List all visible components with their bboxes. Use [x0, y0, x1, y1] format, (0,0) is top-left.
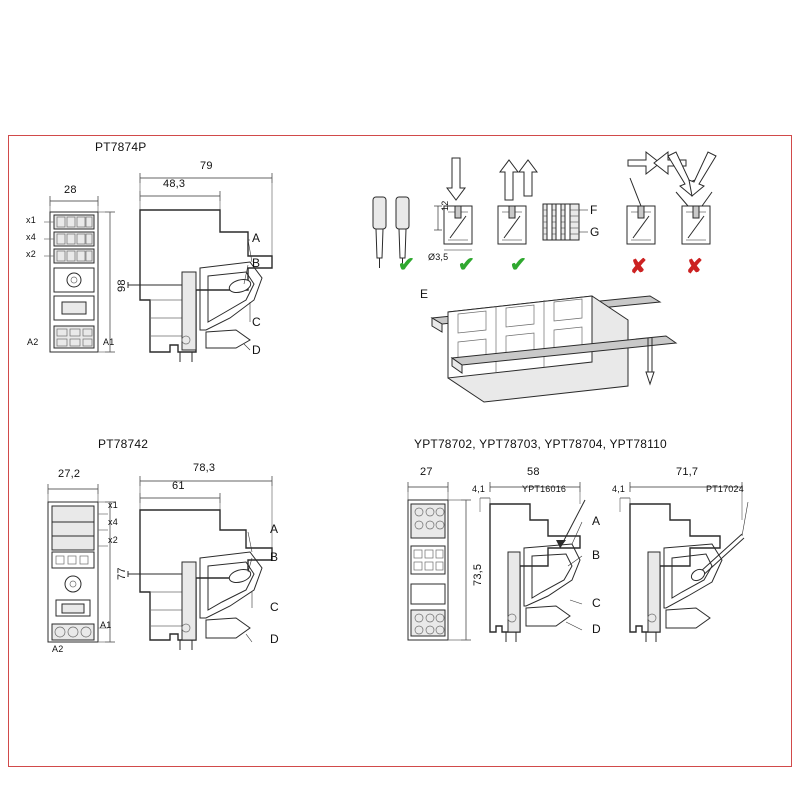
dim-depth-top-pt7874p: 79: [200, 160, 213, 172]
callout-b-pt78742: B: [270, 550, 279, 564]
callout-e: E: [420, 287, 429, 301]
row-x4-pt7874p: x4: [26, 232, 36, 242]
dim-depth-right-ypt: 71,7: [676, 466, 699, 478]
dim-height-pt7874p: 98: [116, 279, 128, 292]
row-x4-pt78742: x4: [108, 517, 118, 527]
accessory-label-pt17024: PT17024: [706, 484, 744, 494]
callout-a-ypt: A: [592, 514, 601, 528]
dim-width-pt7874p: 28: [64, 184, 77, 196]
dim-insert-depth: 12: [440, 200, 450, 211]
dim-depth-inner-pt78742: 61: [172, 480, 185, 492]
callout-c-pt7874p: C: [252, 315, 261, 329]
callout-d-pt78742: D: [270, 632, 279, 646]
dim-depth-top-pt78742: 78,3: [193, 462, 216, 474]
panel-label-pt78742: PT78742: [98, 437, 149, 451]
row-x1-pt78742: x1: [108, 500, 118, 510]
callout-c-ypt: C: [592, 596, 601, 610]
ok-marker-3: ✔: [510, 254, 527, 276]
callout-a-pt7874p: A: [252, 231, 261, 245]
terminal-a2-pt7874p: A2: [27, 337, 39, 347]
callout-g: G: [590, 225, 600, 239]
dim-offset-1-ypt: 4,1: [472, 484, 486, 494]
connector-block: [543, 204, 579, 240]
callout-a-pt78742: A: [270, 522, 279, 536]
callout-d-pt7874p: D: [252, 343, 261, 357]
dim-depth-inner-pt7874p: 48,3: [163, 178, 186, 190]
pt78742-front-view: [48, 484, 115, 642]
dim-width-pt78742: 27,2: [58, 468, 81, 480]
row-x2-pt78742: x2: [108, 535, 118, 545]
callout-c-pt78742: C: [270, 600, 279, 614]
dim-depth-mid-ypt: 58: [527, 466, 540, 478]
dim-height-pt78742: 77: [116, 567, 128, 580]
row-x2-pt7874p: x2: [26, 249, 36, 259]
panel-label-ypt-family: YPT78702, YPT78703, YPT78704, YPT78110: [414, 437, 667, 451]
dim-offset-2-ypt: 4,1: [612, 484, 626, 494]
dim-screwdriver-dia: Ø3,5: [428, 252, 449, 262]
callout-d-ypt: D: [592, 622, 601, 636]
pt78742-side-view: [128, 476, 272, 650]
ypt-side-view-right: [620, 482, 748, 642]
screwdriver-1: [373, 197, 386, 268]
dim-height-ypt: 73,5: [472, 563, 484, 586]
dim-width-ypt: 27: [420, 466, 433, 478]
callout-b-ypt: B: [592, 548, 601, 562]
bad-marker-1: ✘: [630, 256, 647, 278]
ypt-front-view: [408, 482, 471, 640]
callout-b-pt7874p: B: [252, 256, 261, 270]
panel-label-pt7874p: PT7874P: [95, 140, 147, 154]
ok-marker-1: ✔: [398, 254, 415, 276]
pt7874p-side-view: [128, 173, 272, 362]
row-x1-pt7874p: x1: [26, 215, 36, 225]
ok-marker-2: ✔: [458, 254, 475, 276]
pt7874p-front-view: [44, 196, 115, 352]
terminal-a2-pt78742: A2: [52, 644, 64, 654]
bad-marker-2: ✘: [686, 256, 703, 278]
accessory-label-ypt16016: YPT16016: [522, 484, 567, 494]
terminal-a1-pt78742: A1: [100, 620, 112, 630]
callout-f: F: [590, 203, 598, 217]
din-rail-assembly: [432, 296, 676, 402]
terminal-a1-pt7874p: A1: [103, 337, 115, 347]
tool-pictograms: [373, 152, 716, 268]
ypt-side-view-mid: [480, 482, 585, 642]
